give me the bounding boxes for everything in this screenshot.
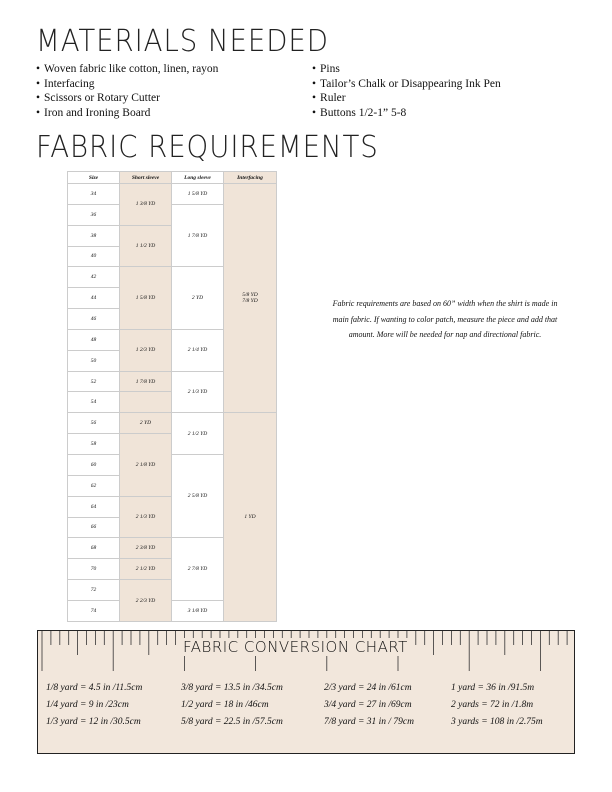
- fabric-requirements-title: FABRIC REQUIREMENTS: [36, 130, 379, 165]
- conversion-item: 7/8 yard = 31 in / 79cm: [324, 717, 414, 727]
- header-long-sleeve: Long sleeve: [172, 172, 224, 184]
- short-sleeve-cell: 2 1/3 YD: [120, 496, 172, 538]
- size-cell: 56: [68, 413, 120, 434]
- interfacing-cell: 5/8 YD 7/8 YD: [224, 184, 277, 413]
- short-sleeve-cell: 1 7/8 YD: [120, 371, 172, 392]
- long-sleeve-cell: 2 1/4 YD: [172, 329, 224, 371]
- short-sleeve-cell: 1 2/3 YD: [120, 329, 172, 371]
- conversion-item: 1 yard = 36 in /91.5m: [451, 683, 535, 693]
- long-sleeve-cell: 2 7/8 YD: [172, 538, 224, 601]
- short-sleeve-cell: 1 5/8 YD: [120, 267, 172, 330]
- short-sleeve-cell: 2 1/8 YD: [120, 434, 172, 497]
- size-cell: 64: [68, 496, 120, 517]
- short-sleeve-cell: 1 3/8 YD: [120, 184, 172, 226]
- table-row: [68, 184, 277, 205]
- size-cell: 34: [68, 184, 120, 205]
- size-cell: 52: [68, 371, 120, 392]
- short-sleeve-cell: 2 2/3 YD: [120, 580, 172, 622]
- size-cell: 36: [68, 204, 120, 225]
- list-item: • Ruler: [312, 91, 501, 106]
- list-item: • Buttons 1/2-1” 5-8: [312, 106, 501, 121]
- size-cell: 50: [68, 350, 120, 371]
- size-cell: 40: [68, 246, 120, 267]
- materials-list-right: [312, 62, 501, 120]
- conversion-title: FABRIC CONVERSION CHART: [183, 638, 408, 656]
- list-item: • Tailor’s Chalk or Disappearing Ink Pen: [312, 77, 501, 92]
- fabric-note: Fabric requirements are based on 60” width when the shirt is made in main fabric. If wanting to color patch, measure the piece and add that amount. More will be needed for nap and directional fabric.: [332, 299, 558, 339]
- interfacing-cell: 1 YD: [224, 413, 277, 622]
- size-cell: 58: [68, 434, 120, 455]
- size-cell: 42: [68, 267, 120, 288]
- list-item: • Scissors or Rotary Cutter: [36, 91, 218, 106]
- conversion-item: 2/3 yard = 24 in /61cm: [324, 683, 412, 693]
- header-size: Size: [68, 172, 120, 184]
- conversion-item: 1/8 yard = 4.5 in /11.5cm: [46, 683, 143, 693]
- conversion-item: 3/4 yard = 27 in /69cm: [324, 700, 412, 710]
- fabric-requirements-table: [67, 171, 277, 622]
- short-sleeve-cell: 2 YD: [120, 413, 172, 434]
- conversion-item: 1/4 yard = 9 in /23cm: [46, 700, 129, 710]
- short-sleeve-cell: 2 3/8 YD: [120, 538, 172, 559]
- size-cell: 72: [68, 580, 120, 601]
- conversion-chart: [37, 630, 575, 754]
- long-sleeve-cell: 1 7/8 YD: [172, 204, 224, 267]
- table-body: [68, 184, 277, 622]
- size-cell: 44: [68, 288, 120, 309]
- long-sleeve-cell: 2 1/3 YD: [172, 371, 224, 413]
- size-cell: 62: [68, 475, 120, 496]
- header-short-sleeve: Short sleeve: [120, 172, 172, 184]
- long-sleeve-cell: 2 5/8 YD: [172, 454, 224, 537]
- conversion-item: 5/8 yard = 22.5 in /57.5cm: [181, 717, 283, 727]
- size-cell: 46: [68, 309, 120, 330]
- short-sleeve-cell: 1 1/2 YD: [120, 225, 172, 267]
- conversion-item: 3 yards = 108 in /2.75m: [451, 717, 543, 727]
- short-sleeve-cell: 2 1/2 YD: [120, 559, 172, 580]
- list-item: • Interfacing: [36, 77, 218, 92]
- size-cell: 48: [68, 329, 120, 350]
- size-cell: 66: [68, 517, 120, 538]
- list-item: • Pins: [312, 62, 501, 77]
- list-item: • Iron and Ironing Board: [36, 106, 218, 121]
- size-cell: 70: [68, 559, 120, 580]
- size-cell: 38: [68, 225, 120, 246]
- size-cell: 60: [68, 454, 120, 475]
- materials-list-left: [36, 62, 218, 120]
- long-sleeve-cell: 2 1/2 YD: [172, 413, 224, 455]
- materials-title: MATERIALS NEEDED: [36, 24, 329, 59]
- long-sleeve-cell: 2 YD: [172, 267, 224, 330]
- table-row: [68, 413, 277, 434]
- size-cell: 74: [68, 600, 120, 621]
- table-header-row: [68, 172, 277, 184]
- long-sleeve-cell: 1 5/8 YD: [172, 184, 224, 205]
- header-interfacing: Interfacing: [224, 172, 277, 184]
- conversion-item: 1/2 yard = 18 in /46cm: [181, 700, 269, 710]
- size-cell: 54: [68, 392, 120, 413]
- conversion-item: 3/8 yard = 13.5 in /34.5cm: [181, 683, 283, 693]
- size-cell: 68: [68, 538, 120, 559]
- conversion-item: 1/3 yard = 12 in /30.5cm: [46, 717, 141, 727]
- list-item: • Woven fabric like cotton, linen, rayon: [36, 62, 218, 77]
- short-sleeve-cell: [120, 392, 172, 413]
- conversion-item: 2 yards = 72 in /1.8m: [451, 700, 534, 710]
- long-sleeve-cell: 3 1/8 YD: [172, 600, 224, 621]
